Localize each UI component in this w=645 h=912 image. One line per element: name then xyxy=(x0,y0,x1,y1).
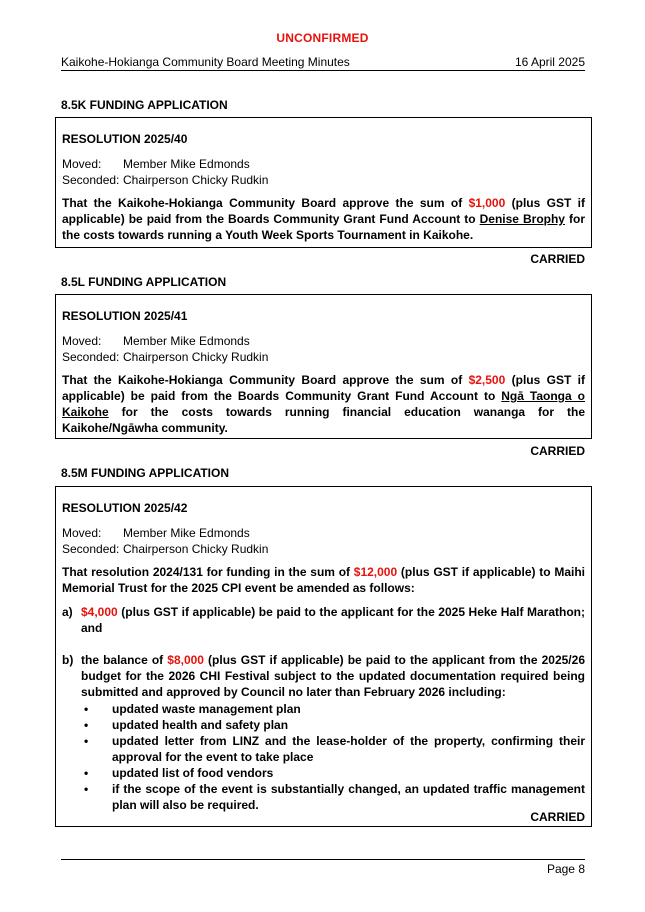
grant-amount: $1,000 xyxy=(468,196,506,210)
page-header xyxy=(61,55,585,71)
list-item: • updated letter from LINZ and the lease-holder of the property, confirming their approval for the event to take place xyxy=(84,734,585,764)
grant-amount: $12,000 xyxy=(353,565,398,579)
resolution-number: RESOLUTION 2025/40 xyxy=(62,132,188,146)
motion-text: That resolution 2024/131 for funding in the sum of $12,000 (plus GST if applicable) to Maihi Memorial Trust for the 2025 CPI event be amended as follows: xyxy=(62,565,586,595)
list-item: • updated list of food vendors xyxy=(84,766,274,780)
seconded-by: Chairperson Chicky Rudkin xyxy=(123,350,269,364)
mover-block xyxy=(62,156,585,188)
footer-divider xyxy=(61,859,585,860)
seconded-by: Chairperson Chicky Rudkin xyxy=(123,173,269,187)
outcome-carried: CARRIED xyxy=(530,810,585,824)
seconded-label: Seconded: xyxy=(62,173,120,187)
mover-block xyxy=(62,333,585,365)
bullet-icon: • xyxy=(84,718,89,732)
resolution-number: RESOLUTION 2025/41 xyxy=(62,309,188,323)
moved-by: Member Mike Edmonds xyxy=(123,334,250,348)
resolution-number: RESOLUTION 2025/42 xyxy=(62,501,188,515)
item-amount: $8,000 xyxy=(167,653,204,667)
moved-by: Member Mike Edmonds xyxy=(123,157,250,171)
moved-label: Moved: xyxy=(62,334,102,348)
requirements-list xyxy=(62,701,585,813)
page-number: Page 8 xyxy=(546,862,585,876)
list-item: • if the scope of the event is substantially changed, an updated traffic management plan will also be required. xyxy=(84,782,585,812)
moved-label: Moved: xyxy=(62,157,102,171)
mover-block xyxy=(62,525,585,557)
motion-text: That the Kaikohe-Hokianga Community Board approve the sum of $1,000 (plus GST if applicable) be paid from the Boards Community Grant Fund Account to Denise Brophy for the costs towards running a Youth Week Sports Tournament in Kaikohe. xyxy=(62,196,585,242)
bullet-icon: • xyxy=(84,702,89,716)
bullet-icon: • xyxy=(84,734,89,748)
item-amount: $4,000 xyxy=(81,605,118,619)
amendment-item-a: a) $4,000 (plus GST if applicable) be paid to the applicant for the 2025 Heke Half Marathon; and xyxy=(62,605,585,635)
list-item: • updated waste management plan xyxy=(84,702,301,716)
section-heading-8-5m: 8.5M FUNDING APPLICATION xyxy=(61,466,230,480)
recipient-name: Ngā Taonga o Kaikohe xyxy=(62,389,585,419)
seconded-label: Seconded: xyxy=(62,350,120,364)
section-heading-8-5l: 8.5L FUNDING APPLICATION xyxy=(61,275,227,289)
resolution-box-2025-41 xyxy=(55,294,592,458)
recipient-name: Denise Brophy xyxy=(479,212,565,226)
unconfirmed-watermark: UNCONFIRMED xyxy=(276,31,369,45)
motion-text: That the Kaikohe-Hokianga Community Board approve the sum of $2,500 (plus GST if applicable) be paid from the Boards Community Grant Fund Account to Ngā Taonga o Kaikohe for the costs towards running financial education wananga for the Kaikohe/Ngāwha community. xyxy=(62,373,585,435)
amendment-item-b: b) the balance of $8,000 (plus GST if applicable) be paid to the applicant from the 2025/26 budget for the 2026 CHI Festival subject to the updated documentation required being submitted and approved by Council no later than February 2026 including: xyxy=(62,653,585,699)
resolution-box-2025-40 xyxy=(55,117,592,266)
header-title: Kaikohe-Hokianga Community Board Meeting Minutes xyxy=(61,55,350,69)
seconded-by: Chairperson Chicky Rudkin xyxy=(123,542,269,556)
item-marker: b) xyxy=(62,653,74,667)
section-heading-8-5k: 8.5K FUNDING APPLICATION xyxy=(61,98,228,112)
moved-label: Moved: xyxy=(62,526,102,540)
item-marker: a) xyxy=(62,605,73,619)
list-item: • updated health and safety plan xyxy=(84,718,289,732)
moved-by: Member Mike Edmonds xyxy=(123,526,250,540)
bullet-icon: • xyxy=(84,782,89,796)
outcome-carried: CARRIED xyxy=(530,444,585,458)
header-date: 16 April 2025 xyxy=(514,55,585,69)
resolution-box-2025-42 xyxy=(55,486,592,827)
grant-amount: $2,500 xyxy=(468,373,506,387)
outcome-carried: CARRIED xyxy=(530,252,585,266)
bullet-icon: • xyxy=(84,766,89,780)
seconded-label: Seconded: xyxy=(62,542,120,556)
